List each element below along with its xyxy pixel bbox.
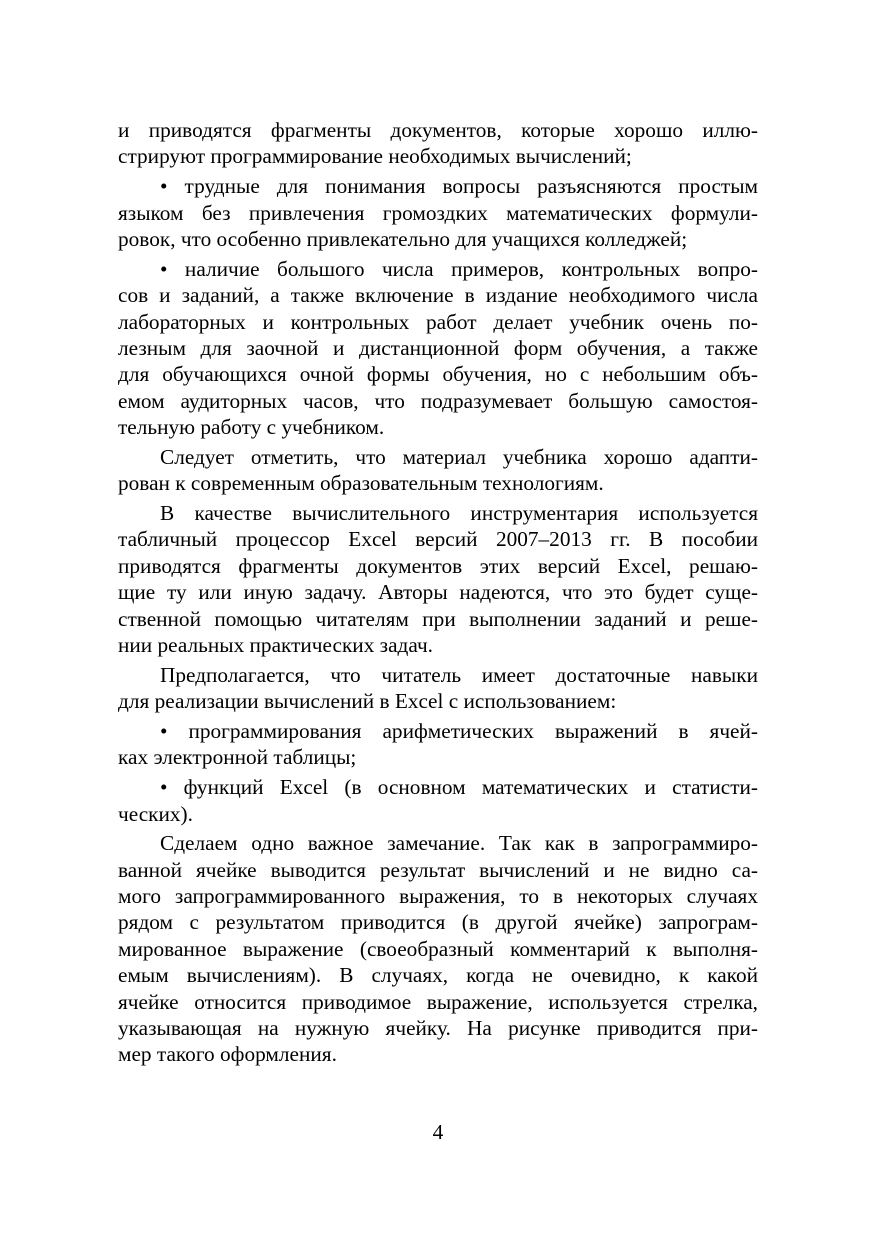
paragraph-1 bbox=[118, 117, 758, 170]
paragraph-adaptation bbox=[118, 444, 758, 497]
paragraph-important-note bbox=[118, 830, 758, 1068]
text-line: языком без привлечения громоздких математических формули- bbox=[118, 200, 758, 225]
text-line: сов и заданий, а также включение в издание необходимого числа bbox=[118, 283, 758, 308]
text-line: ровок, что особенно привлекательно для учащихся колледжей; bbox=[118, 226, 688, 251]
text-line: ственной помощью читателям при выполнении заданий и реше- bbox=[118, 606, 758, 631]
paragraph-reader-skills bbox=[118, 662, 758, 715]
text-line: тельную работу с учебником. bbox=[118, 415, 385, 440]
text-line: приводятся фрагменты документов этих версий Excel, решаю- bbox=[118, 553, 758, 578]
text-line: • наличие большого числа примеров, контрольных вопро- bbox=[160, 256, 758, 281]
text-line: мированное выражение (своеобразный комментарий к выполня- bbox=[118, 936, 758, 961]
bullet-paragraph-2 bbox=[118, 256, 758, 441]
text-line: емым вычислениям). В случаях, когда не очевидно, к какой bbox=[118, 963, 758, 988]
text-line: рядом с результатом приводится (в другой ячейке) запрограм- bbox=[118, 910, 758, 935]
text-line: ванной ячейке выводится результат вычислений и не видно са- bbox=[118, 857, 758, 882]
text-line: • программирования арифметических выражений в ячей- bbox=[160, 718, 758, 743]
text-line: ках электронной таблицы; bbox=[118, 745, 357, 770]
paragraph-excel-tools bbox=[118, 500, 758, 658]
text-line: лабораторных и контрольных работ делает учебник очень по- bbox=[118, 309, 758, 334]
text-line: мер такого оформления. bbox=[118, 1042, 337, 1067]
page-number: 4 bbox=[432, 1120, 444, 1144]
text-line: для реализации вычислений в Excel с использованием: bbox=[118, 689, 617, 714]
text-line: ячейке относится приводимое выражение, используется стрелка, bbox=[118, 989, 758, 1014]
text-line: табличный процессор Excel версий 2007–2013 гг. В пособии bbox=[118, 527, 758, 552]
text-line: рован к современным образовательным технологиям. bbox=[118, 471, 604, 496]
text-line: лезным для заочной и дистанционной форм обучения, а также bbox=[118, 335, 758, 360]
bullet-paragraph-3 bbox=[118, 718, 758, 771]
bullet-paragraph-1 bbox=[118, 173, 758, 252]
bullet-paragraph-4 bbox=[118, 774, 758, 827]
text-line: для обучающихся очной формы обучения, но с небольшим объ- bbox=[118, 362, 758, 387]
text-line: и приводятся фрагменты документов, которые хорошо иллю- bbox=[118, 118, 758, 142]
text-line: ческих). bbox=[118, 801, 193, 826]
text-line: стрируют программирование необходимых вычислений; bbox=[118, 144, 632, 169]
text-line: Следует отметить, что материал учебника хорошо адапти- bbox=[160, 444, 758, 469]
text-line: емом аудиторных часов, что подразумевает большую самостоя- bbox=[118, 388, 758, 413]
text-line: В качестве вычислительного инструментария используется bbox=[160, 501, 758, 526]
text-line: нии реальных практических задач. bbox=[118, 632, 434, 657]
text-line: мого запрограммированного выражения, то в некоторых случаях bbox=[118, 884, 758, 909]
text-line: Предполагается, что читатель имеет достаточные навыки bbox=[160, 662, 758, 687]
text-line: щие ту или иную задачу. Авторы надеются, что это будет суще- bbox=[118, 580, 758, 605]
text-line: • трудные для понимания вопросы разъясняются простым bbox=[160, 174, 758, 199]
page-body bbox=[118, 117, 758, 1068]
text-line: • функций Excel (в основном математических и статисти- bbox=[160, 775, 758, 800]
text-line: Сделаем одно важное замечание. Так как в запрограммиро- bbox=[160, 831, 758, 856]
text-line: указывающая на нужную ячейку. На рисунке приводится при- bbox=[118, 1016, 758, 1041]
